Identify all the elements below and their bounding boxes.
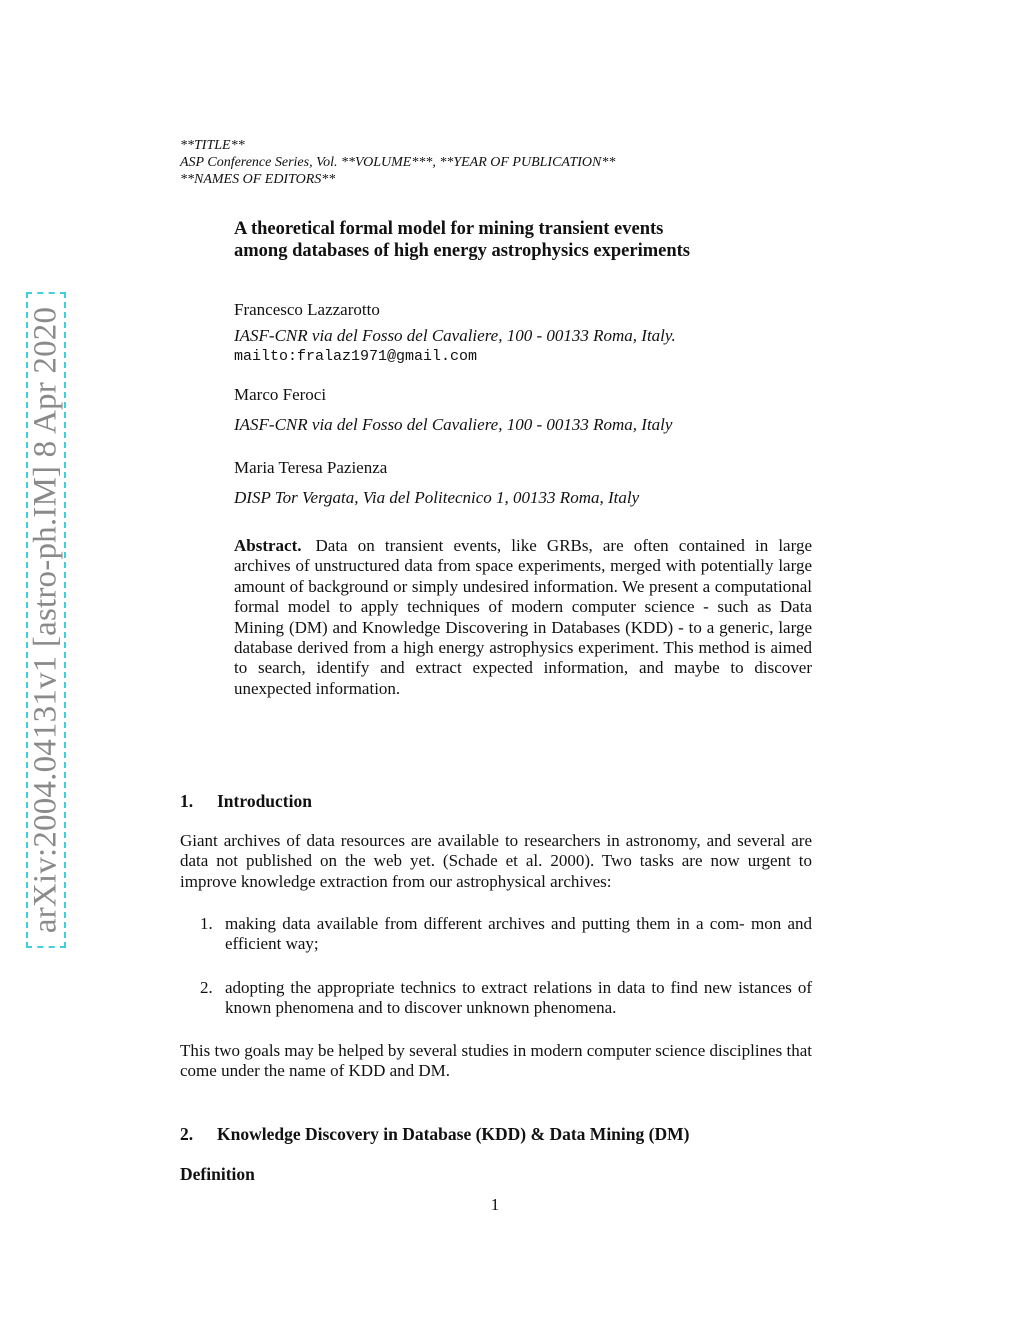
section-title: Knowledge Discovery in Database (KDD) & Data Mining (DM) [217, 1124, 690, 1144]
arxiv-identifier[interactable]: arXiv:2004.04131v1 [astro-ph.IM] 8 Apr 2020 [27, 306, 64, 934]
section-title: Introduction [217, 791, 312, 811]
paper-title [234, 218, 834, 262]
list-item [200, 978, 812, 1019]
author-name: Maria Teresa Pazienza [234, 458, 388, 477]
author-name: Francesco Lazzarotto [234, 300, 380, 319]
author-email-link[interactable]: mailto:fralaz1971@gmail.com [234, 348, 478, 365]
section-number: 1. [180, 791, 194, 811]
closing-paragraph: This two goals may be helped by several studies in modern computer science disciplines that come under the name of KDD and DM. [180, 1041, 812, 1081]
author-affiliation: IASF-CNR via del Fosso del Cavaliere, 100 - 00133 Roma, Italy [234, 415, 673, 434]
paper-title-line-2: among databases of high energy astrophysics experiments [234, 241, 690, 261]
author-affiliation: IASF-CNR via del Fosso del Cavaliere, 100 - 00133 Roma, Italy. [234, 326, 676, 345]
section-heading-introduction [180, 791, 312, 811]
section-heading-kdd-dm [180, 1124, 689, 1144]
author-name: Marco Feroci [234, 385, 327, 404]
list-item-text: adopting the appropriate technics to extract relations in data to find new istances of known phenomena and to discover unknown phenomena. [225, 978, 812, 1018]
list-marker: 1. [200, 914, 213, 933]
header-series: ASP Conference Series, Vol. **VOLUME***, **YEAR OF PUBLICATION** [180, 155, 616, 170]
abstract-text: Data on transient events, like GRBs, are often contained in large archives of unstructured data from space experiments, merged with potentially large amount of background or simply undesired information. We present a computational formal model to apply techniques of modern computer science - such as Data Mining (DM) and Knowledge Discovering in Databases (KDD) - to a generic, large database derived from a high energy astrophysics experiment. This method is aimed to search, identify and extract expected information, and maybe to discover unexpected information. [234, 536, 812, 698]
header-title-placeholder: **TITLE** [180, 138, 245, 153]
intro-paragraph: Giant archives of data resources are available to researchers in astronomy, and several are data not published on the web yet. (Schade et al. 2000). Two tasks are now urgent to improve knowledge extraction from our astrophysical archives: [180, 831, 812, 891]
list-item [200, 914, 812, 955]
page-number: 1 [490, 1195, 500, 1214]
list-marker: 2. [200, 978, 213, 997]
abstract [234, 536, 812, 699]
section-number: 2. [180, 1124, 194, 1144]
arxiv-stamp [26, 292, 66, 948]
list-item-text: making data available from different archives and putting them in a com- mon and efficient way; [225, 914, 812, 954]
paper-title-line-1: A theoretical formal model for mining transient events [234, 219, 664, 239]
abstract-label: Abstract. [234, 536, 302, 555]
author-affiliation: DISP Tor Vergata, Via del Politecnico 1, 00133 Roma, Italy [234, 488, 640, 507]
subheading-definition: Definition [180, 1164, 255, 1184]
header-editors: **NAMES OF EDITORS** [180, 172, 336, 187]
